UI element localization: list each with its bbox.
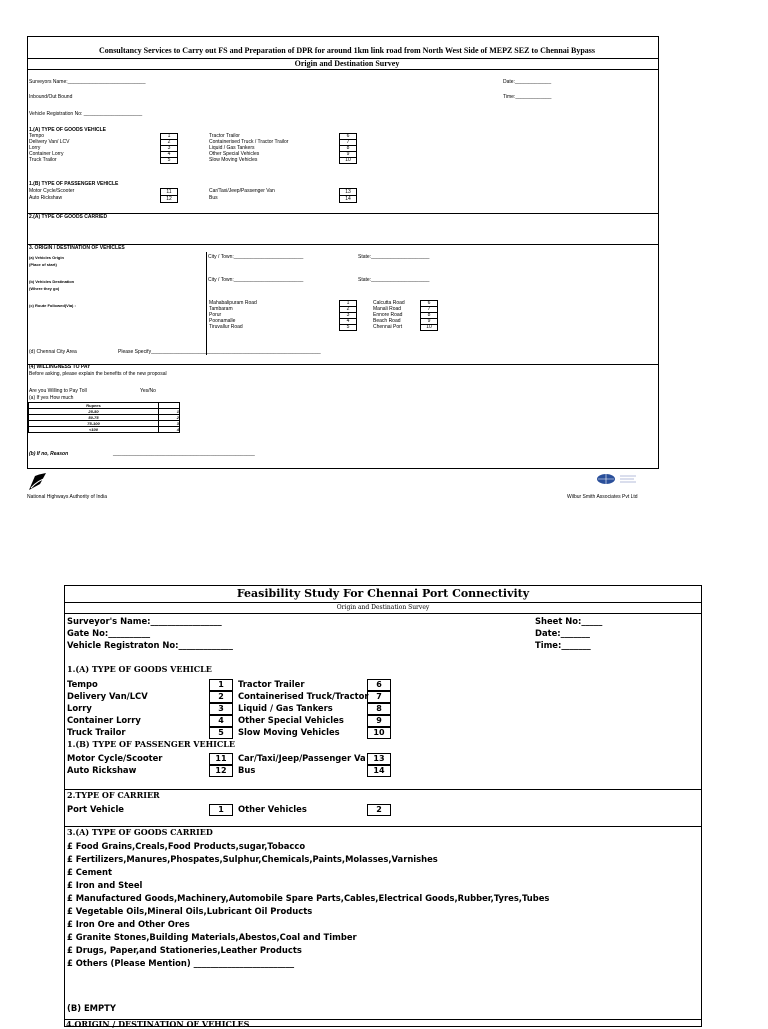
code-box[interactable]: 10 [367,727,391,739]
list-item-label: Beach Road [373,318,401,324]
divider [28,213,658,214]
divider [65,613,701,614]
vehicles-origin-label: (a) Vehicles Origin [29,255,64,260]
code-box[interactable]: 13 [367,753,391,765]
date-field[interactable]: Date:_____________ [503,79,552,85]
where-they-go-label: (Where they go) [29,286,60,291]
divider [28,364,658,365]
code-box[interactable]: 12 [160,195,178,203]
code-box[interactable]: 4 [209,715,233,727]
code-box[interactable]: 8 [367,703,391,715]
yes-no-option[interactable]: Yes/No [140,388,156,394]
passenger-vehicle-header: 1.(B) TYPE OF PASSENGER VEHICLE [67,739,235,749]
code-box[interactable]: 4 [339,318,357,325]
code-box[interactable]: 11 [209,753,233,765]
gate-no-field[interactable]: Gate No:__________ [67,628,151,638]
empty-option[interactable]: (B) EMPTY [67,1003,116,1013]
list-item-label: Manali Road [373,306,402,312]
vehicle-registration-field[interactable]: Vehicle Registration No: _____________________ [29,111,143,117]
list-item-label: Calcutta Road [373,300,405,306]
code-box[interactable]: 14 [367,765,391,777]
table-row[interactable]: 75-100 3 [29,421,180,427]
list-item-label: Car/Taxi/Jeep/Passenger Van [209,188,275,194]
if-no-reason-label: (b) If no, Reason [29,451,69,457]
other-vehicles-label: Other Vehicles [238,804,307,814]
vehicles-destination-label: (b) Vehicles Destination [29,279,75,284]
goods-checkbox-item[interactable]: £ Food Grains,Creals,Food Products,sugar,Tobacco [67,841,306,851]
code-box[interactable]: 9 [339,151,357,158]
divider [206,252,207,355]
wilbur-smith-label: Wilbur Smith Associates Pvt Ltd [567,494,638,500]
list-item-label: Porur [209,312,222,318]
code-box[interactable]: 3 [339,312,357,319]
passenger-vehicle-header: 1.(B) TYPE OF PASSENGER VEHICLE [29,181,119,187]
wilbur-smith-logo-icon [594,472,638,488]
table-row[interactable]: 25-50 1 [29,409,180,415]
form2-subtitle: Origin and Destination Survey [336,604,430,611]
inbound-outbound-field[interactable]: Inbound/Out Bound [29,94,73,100]
list-item-label: Truck Trailor [67,727,126,737]
origin-city-field[interactable]: City / Town:_________________________ [208,254,304,260]
goods-checkbox-item[interactable]: £ Cement [67,867,112,877]
place-of-start-label: (Place of start) [29,262,57,267]
code-box[interactable]: 3 [160,145,178,152]
goods-checkbox-item[interactable]: £ Manufactured Goods,Machinery,Automobile Spare Parts,Cables,Electrical Goods,Rubber,Tyres,Tubes [67,893,550,903]
form2-frame [64,585,702,1027]
list-item-label: Motor Cycle/Scooter [67,753,163,763]
goods-checkbox-item[interactable]: £ Vegetable Oils,Mineral Oils,Lubricant Oil Products [67,906,313,916]
code-box[interactable]: 5 [209,727,233,739]
list-item-label: Ennore Road [373,312,403,318]
port-vehicle-code[interactable]: 1 [209,804,233,816]
code-box[interactable]: 9 [367,715,391,727]
nhai-label: National Highways Authority of India [27,494,108,500]
vehicle-registration-field[interactable]: Vehicle Registraton No:_____________ [67,640,233,650]
willingness-header: (4) WILLINGNESS TO PAY [29,364,91,370]
origin-destination-header: 4.ORIGIN / DESTINATION OF VEHICLES [66,1019,250,1029]
code-box[interactable]: 8 [339,145,357,152]
list-item-label: Motor Cycle/Scooter [29,188,75,194]
if-yes-label: (a) If yes How much [29,395,74,401]
code-box[interactable]: 2 [339,306,357,313]
carrier-header: 2.TYPE OF CARRIER [67,790,160,800]
form2-title: Feasibility Study For Chennai Port Connectivity [236,587,530,600]
surveyor-name-field[interactable]: Surveyors Name:____________________________ [29,79,146,85]
willingness-note: Before asking, please explain the benefits of the new proposal [29,371,167,377]
list-item-label: Delivery Van/LCV [67,691,148,701]
list-item-label: Bus [209,195,218,201]
origin-state-field[interactable]: State:_____________________ [358,254,430,260]
form1-frame [27,36,659,469]
rupees-table [28,402,180,433]
code-box[interactable]: 12 [209,765,233,777]
list-item-label: Auto Rickshaw [29,195,63,201]
code-box[interactable]: 8 [420,312,438,319]
code-box[interactable]: 2 [209,691,233,703]
list-item-label: Tractor Trailer [238,679,305,689]
chennai-city-area-label: (d) Chennai City Area [29,349,77,355]
goods-checkbox-item[interactable]: £ Drugs, Paper,and Stationeries,Leather Products [67,945,302,955]
list-item-label: Truck Trailor [29,157,57,163]
sheet-no-field[interactable]: Sheet No:_____ [535,616,603,626]
destination-state-field[interactable]: State:_____________________ [358,277,430,283]
code-box[interactable]: 6 [420,300,438,307]
code-box[interactable]: 11 [160,188,178,196]
divider [65,602,701,603]
table-row[interactable]: <100 4 [29,427,180,433]
code-box[interactable]: 10 [420,324,438,331]
list-item-label: Slow Moving Vehicles [209,157,258,163]
list-item-label: Tempo [67,679,98,689]
code-box[interactable]: 7 [367,691,391,703]
list-item-label: Mahabalipuram Road [209,300,257,306]
code-box[interactable]: 14 [339,195,357,203]
code-box[interactable]: 7 [339,139,357,146]
goods-checkbox-item[interactable]: £ Iron Ore and Other Ores [67,919,190,929]
code-box[interactable]: 6 [367,679,391,691]
code-box[interactable]: 7 [420,306,438,313]
table-row[interactable]: 50-75 2 [29,415,180,421]
list-item-label: Containerised Truck/Tractor [238,691,369,701]
date-field[interactable]: Date:_______ [535,628,590,638]
list-item-label: Tiruvallur Road [209,324,243,330]
list-item-label: Liquid / Gas Tankers [238,703,333,713]
other-vehicles-code[interactable]: 2 [367,804,391,816]
code-box[interactable]: 3 [209,703,233,715]
list-item-label: Delivery Van/ LCV [29,139,70,145]
list-item-label: Containerised Truck / Tractor Trailor [209,139,289,145]
code-box[interactable]: 1 [209,679,233,691]
goods-carried-header: 3.(A) TYPE OF GOODS CARRIED [67,827,213,837]
list-item-label: Other Special Vehicles [209,151,260,157]
list-item-label: Container Lorry [29,151,64,157]
divider [28,69,658,70]
list-item-label: Liquid / Gas Tankers [209,145,255,151]
list-item-label: Other Special Vehicles [238,715,344,725]
form1-subtitle: Origin and Destination Survey [294,59,400,68]
goods-vehicle-header: 1.(A) TYPE OF GOODS VEHICLE [67,664,212,674]
code-box[interactable]: 13 [339,188,357,196]
goods-checkbox-item[interactable]: £ Granite Stones,Building Materials,Abestos,Coal and Timber [67,932,357,942]
origin-destination-header: 3. ORIGIN / DESTINATION OF VEHICLES [29,245,125,251]
nhai-logo-icon [28,472,48,492]
list-item-label: Tempo [29,133,45,139]
code-box[interactable]: 1 [160,133,178,140]
destination-city-field[interactable]: City / Town:_________________________ [208,277,304,283]
goods-checkbox-item[interactable]: £ Iron and Steel [67,880,143,890]
code-box[interactable]: 5 [160,157,178,164]
goods-vehicle-header: 1.(A) TYPE OF GOODS VEHICLE [29,127,106,133]
divider [65,789,701,790]
goods-checkbox-item[interactable]: £ Fertilizers,Manures,Phospates,Sulphur,Chemicals,Paints,Molasses,Varnishes [67,854,438,864]
list-item-label: Tambaram [209,306,233,312]
list-item-label: Car/Taxi/Jeep/Passenger Va [238,753,366,763]
surveyor-name-field[interactable]: Surveyor's Name:_________________ [67,616,222,626]
list-item-label: Auto Rickshaw [67,765,137,775]
code-box[interactable]: 1 [339,300,357,307]
port-vehicle-label: Port Vehicle [67,804,124,814]
list-item-label: Chennai Port [373,324,403,330]
goods-carried-header: 2.(A) TYPE OF GOODS CARRIED [29,214,108,220]
code-box[interactable]: 6 [339,133,357,140]
willing-to-pay-question: Are you Willing to Pay Toll [29,388,87,394]
form1-title: Consultancy Services to Carry out FS and Preparation of DPR for around 1km link road from North West Side of MEPZ SEZ to Chennai Bypass [98,46,596,55]
time-field[interactable]: Time:_____________ [503,94,552,100]
route-followed-label: (c) Route Followed(Via) : [29,303,76,308]
code-box[interactable]: 9 [420,318,438,325]
goods-checkbox-item[interactable]: £ Others (Please Mention) ________________________ [67,958,295,968]
rupees-header: Rupees [29,403,159,409]
time-field[interactable]: Time:_______ [535,640,591,650]
list-item-label: Container Lorry [67,715,141,725]
list-item-label: Poonamalle [209,318,236,324]
reason-field[interactable]: ___________________________________________________ [113,451,255,457]
code-box[interactable]: 2 [160,139,178,146]
code-box[interactable]: 5 [339,324,357,331]
please-specify-field[interactable]: Please Specify_____________________________________________________________ [118,349,321,355]
list-item-label: Tractor Trailor [209,133,240,139]
list-item-label: Slow Moving Vehicles [238,727,340,737]
list-item-label: Lorry [29,145,41,151]
code-box[interactable]: 4 [160,151,178,158]
list-item-label: Bus [238,765,256,775]
list-item-label: Lorry [67,703,92,713]
code-box[interactable]: 10 [339,157,357,164]
